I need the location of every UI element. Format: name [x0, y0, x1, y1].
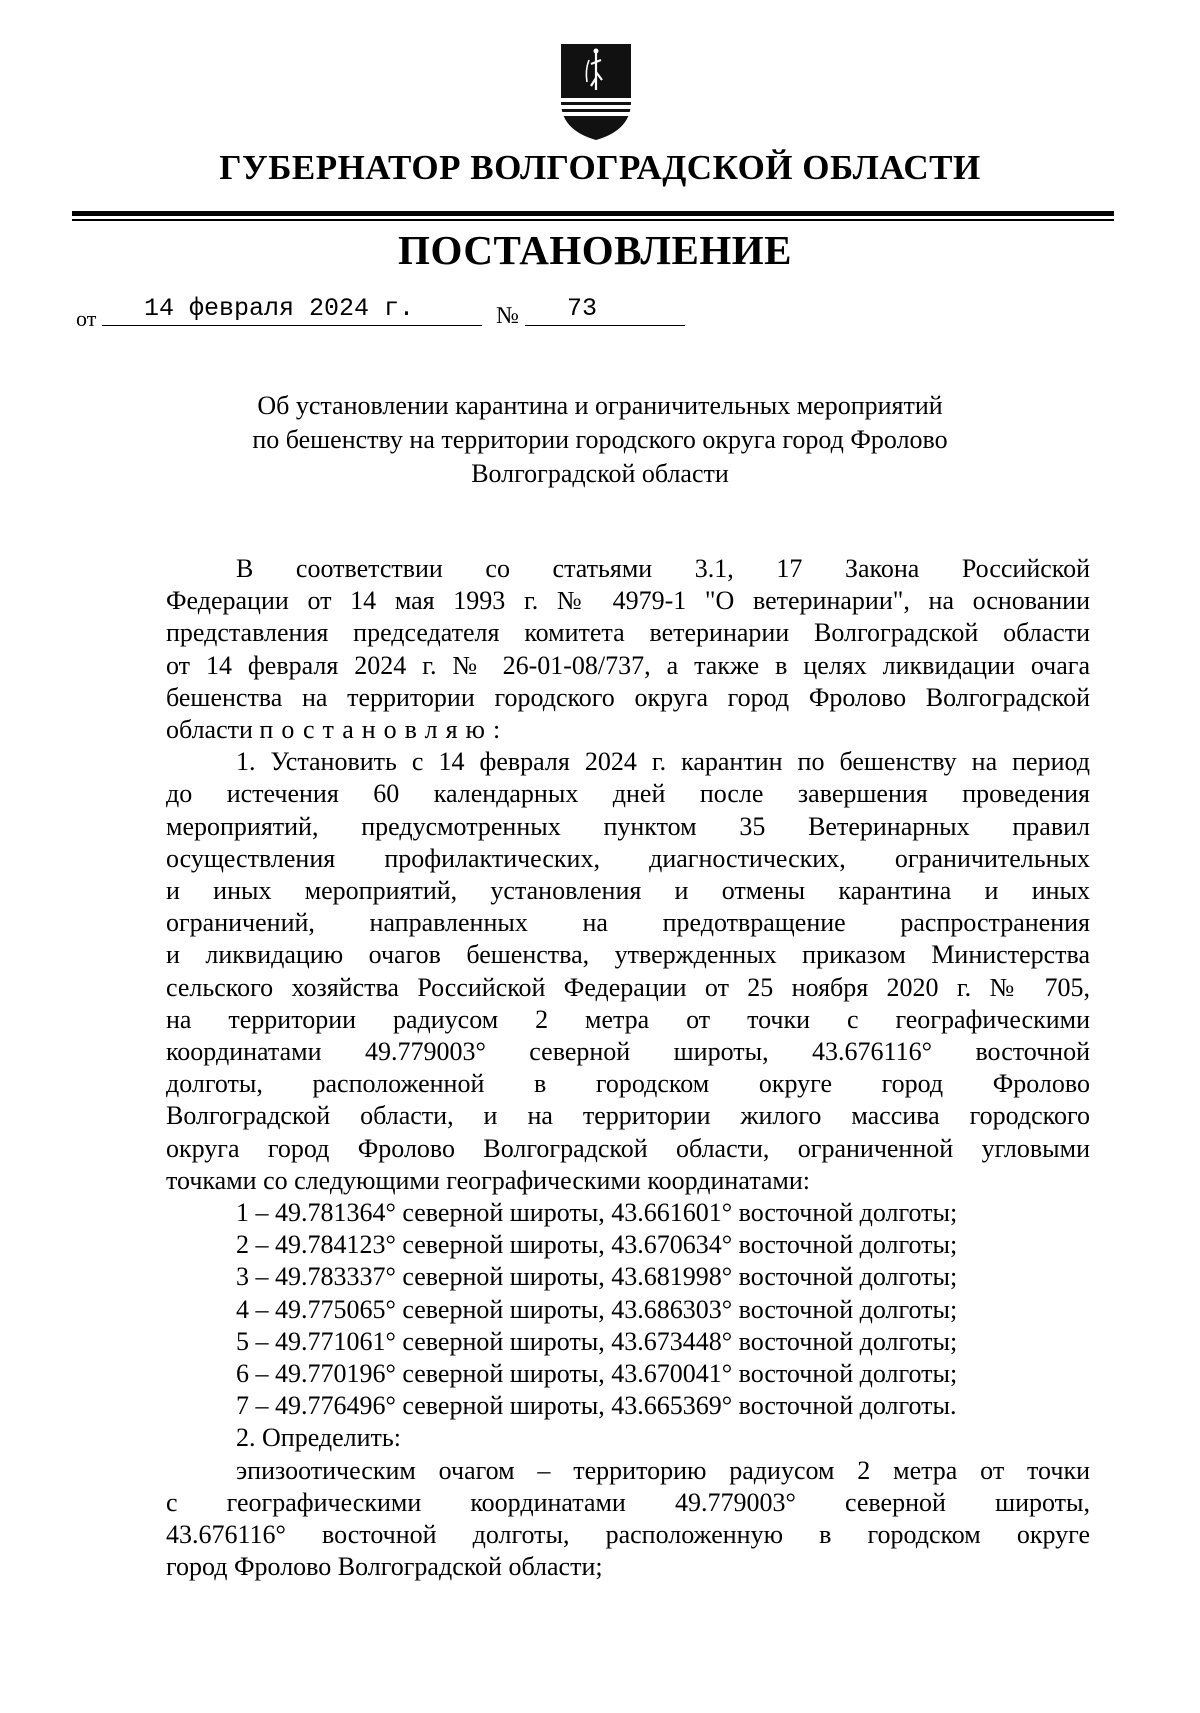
resolve-word: постановляю: — [259, 715, 509, 745]
preamble-line: Федерации от 14 мая 1993 г. № 4979-1 "О ветеринарии", на основании — [166, 586, 1090, 616]
item1-line: осуществления профилактических, диагностических, ограничительных — [166, 843, 1090, 873]
authority-title: ГУБЕРНАТОР ВОЛГОГРАДСКОЙ ОБЛАСТИ — [219, 148, 981, 187]
item2-line: город Фролово Волгоградской области; — [166, 1552, 603, 1582]
item1-line: округа город Фролово Волгоградской области, ограниченной угловыми — [166, 1133, 1090, 1163]
item1-line: сельского хозяйства Российской Федерации от 25 ноября 2020 г. № 705, — [166, 972, 1090, 1002]
item2-heading: 2. Определить: — [236, 1423, 401, 1453]
preamble-line: В соответствии со статьями 3.1, 17 Закона Российской — [236, 554, 1090, 583]
date-label: от — [76, 306, 97, 331]
coordinate-line: 6 – 49.770196° северной широты, 43.670041° восточной долготы; — [236, 1359, 958, 1389]
coordinate-line: 4 – 49.775065° северной широты, 43.686303° восточной долготы; — [236, 1294, 958, 1324]
item2-line: эпизоотическим очагом – территорию радиусом 2 метра от точки — [236, 1455, 1090, 1485]
item1-line: и иных мероприятий, установления и отмены карантина и иных — [166, 876, 1090, 906]
item1-line: долготы, расположенной в городском округе город Фролово — [166, 1069, 1090, 1099]
item1-line: до истечения 60 календарных дней после завершения проведения — [166, 779, 1090, 809]
header-rule-thin — [72, 219, 1114, 221]
item1-line: на территории радиусом 2 метра от точки с географическими — [166, 1004, 1090, 1034]
coordinate-line: 3 – 49.783337° северной широты, 43.681998° восточной долготы; — [236, 1262, 958, 1292]
preamble-line: от 14 февраля 2024 г. № 26-01-08/737, а также в целях ликвидации очага — [166, 650, 1090, 680]
document-subject — [0, 389, 1200, 491]
document-body — [166, 553, 1090, 1584]
item1-line: координатами 49.779003° северной широты, 43.676116° восточной — [166, 1037, 1090, 1067]
coordinate-line: 2 – 49.784123° северной широты, 43.670634° восточной долготы; — [236, 1230, 958, 1260]
item1-line: и ликвидацию очагов бешенства, утвержденных приказом Министерства — [166, 940, 1090, 970]
number-label: № — [496, 303, 519, 329]
coordinate-line: 7 – 49.776496° северной широты, 43.665369° восточной долготы. — [236, 1391, 957, 1421]
subject-line: по бешенству на территории городского округа город Фролово — [252, 425, 948, 454]
coordinate-line: 1 – 49.781364° северной широты, 43.661601° восточной долготы; — [236, 1198, 958, 1228]
item2-line: с географическими координатами 49.779003° северной широты, — [166, 1487, 1090, 1517]
subject-line: Волгоградской области — [471, 459, 729, 488]
item2-line: 43.676116° восточной долготы, расположенную в городском округе — [166, 1520, 1090, 1550]
preamble-line: представления председателя комитета ветеринарии Волгоградской области — [166, 618, 1090, 648]
preamble-line — [166, 714, 1090, 746]
coordinate-line: 5 – 49.771061° северной широты, 43.673448° восточной долготы; — [236, 1326, 958, 1356]
preamble-text: области — [166, 715, 253, 745]
item1-line: точками со следующими географическими координатами: — [166, 1165, 811, 1195]
document-type: ПОСТАНОВЛЕНИЕ — [398, 227, 792, 273]
coat-of-arms-emblem — [559, 42, 633, 142]
item1-line: мероприятий, предусмотренных пунктом 35 Ветеринарных правил — [166, 811, 1090, 841]
preamble-line: бешенства на территории городского округа город Фролово Волгоградской — [166, 682, 1090, 712]
number-field: 73 — [525, 292, 685, 326]
item1-line: 1. Установить с 14 февраля 2024 г. карантин по бешенству на период — [236, 747, 1090, 777]
date-field: 14 февраля 2024 г. — [102, 292, 482, 326]
subject-line: Об установлении карантина и ограничительных мероприятий — [257, 391, 943, 420]
item1-line: ограничений, направленных на предотвращение распространения — [166, 908, 1090, 938]
item1-line: Волгоградской области, и на территории жилого массива городского — [166, 1101, 1090, 1131]
header-rule-thick — [72, 211, 1114, 216]
